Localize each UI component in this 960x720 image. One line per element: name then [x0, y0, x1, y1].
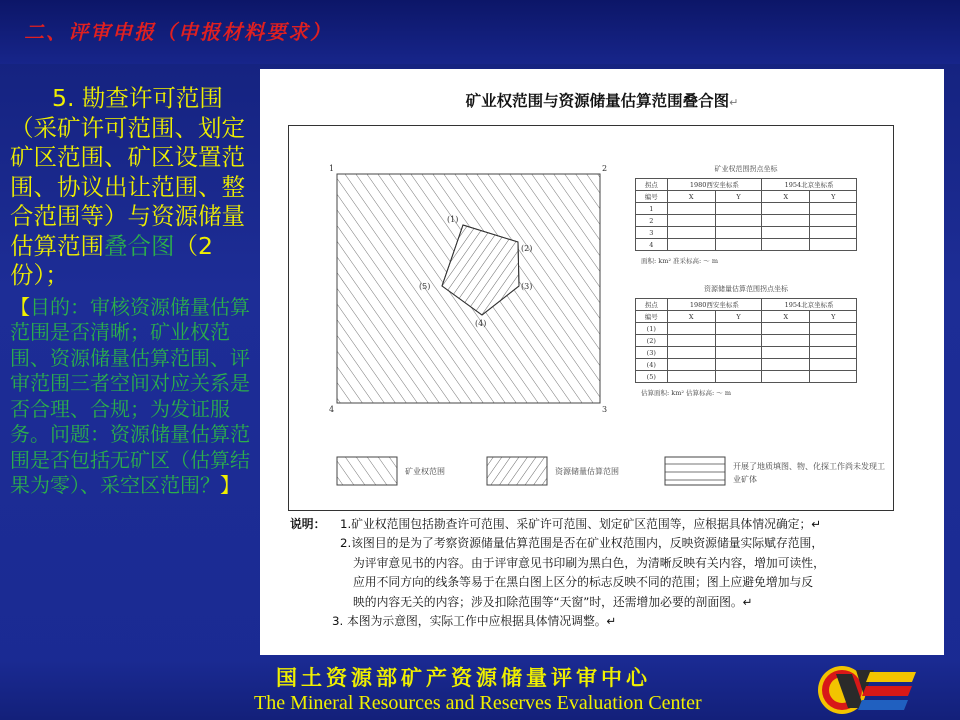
corner-label-4: 4 — [329, 405, 335, 414]
slide-title: 二、评审申报（申报材料要求） — [24, 20, 332, 44]
footer-english-name: The Mineral Resources and Reserves Evaluation Center — [254, 692, 702, 714]
t1-y1: Y — [715, 191, 762, 203]
note-line-1: 1.矿业权范围包括勘查许可范围、采矿许可范围、划定矿区范围等，应根据具体情况确定；↵ — [340, 517, 822, 531]
t2-y2: Y — [810, 311, 857, 323]
document-title — [260, 89, 944, 111]
t1-head-sys2: 1954北京坐标系 — [762, 179, 857, 191]
table-mining-right-coords — [635, 178, 857, 251]
legend-label-resource: 资源储量估算范围 — [555, 467, 619, 476]
table-row: (3) — [636, 347, 668, 359]
note-line-4: 应用不同方向的线条等易于在黑白图上区分的标志反映不同的范围；图上应避免增加与反 — [353, 575, 814, 590]
table-row: (5) — [636, 371, 668, 383]
table-row: 1 — [636, 203, 668, 215]
left-description — [10, 84, 250, 499]
table-row: (4) — [636, 359, 668, 371]
polygon-label-5: (5) — [419, 282, 431, 291]
corner-label-3: 3 — [602, 405, 608, 414]
legend-swatch-explored — [665, 457, 725, 485]
note-line-6: 3. 本图为示意图，实际工作中应根据具体情况调整。↵ — [332, 614, 617, 629]
t2-head-sys1: 1980西安坐标系 — [667, 299, 762, 311]
note-line-5: 映的内容无关的内容；涉及扣除范围等“天窗”时，还需增加必要的剖面图。↵ — [353, 594, 753, 609]
t2-head-no: 编号 — [636, 311, 668, 323]
purpose-close-bracket: 】 — [220, 473, 240, 497]
table2-title: 资源储量估算范围拐点坐标 — [704, 285, 788, 293]
legend-swatch-mining — [337, 457, 397, 485]
table2-footer: 估算面积: km² 估算标高: ～ m — [641, 389, 732, 397]
notes-block — [290, 515, 930, 631]
table-row: (1) — [636, 323, 668, 335]
t2-y1: Y — [715, 311, 762, 323]
t1-x1: X — [667, 191, 715, 203]
polygon-label-3: (3) — [521, 282, 533, 291]
item-number: 5. — [52, 84, 75, 112]
legend-swatch-resource — [487, 457, 547, 485]
t2-x1: X — [667, 311, 715, 323]
table1-title: 矿业权范围拐点坐标 — [714, 165, 778, 173]
notes-label: 说明： — [290, 517, 326, 531]
t2-head-point: 拐点 — [636, 299, 668, 311]
purpose-open-bracket: 【 — [10, 294, 30, 319]
t1-head-point: 拐点 — [636, 179, 668, 191]
return-mark: ↵ — [729, 96, 739, 109]
t2-x2: X — [762, 311, 810, 323]
footer-chinese-name: 国土资源部矿产资源储量评审中心 — [276, 666, 651, 690]
table-resource-estimation-coords — [635, 298, 857, 383]
polygon-label-2: (2) — [521, 244, 533, 253]
table-row: (2) — [636, 335, 668, 347]
purpose-text: 目的：审核资源储量估算范围是否清晰；矿业权范围、资源储量估算范围、评审范围三者空间对应关系是否合理、合规；为发证服务。问题：资源储量估算范围是否包括无矿区（估算结果为零）、采空区范围？ — [10, 294, 250, 497]
item-green-text: 叠合图 — [104, 231, 175, 260]
t1-y2: Y — [810, 191, 857, 203]
t1-head-no: 编号 — [636, 191, 668, 203]
item-tail-text: （2份）； — [10, 231, 213, 289]
legend-label-mining: 矿业权范围 — [405, 467, 445, 476]
corner-label-1: 1 — [329, 164, 335, 173]
center-logo-icon — [812, 660, 920, 718]
table-row: 4 — [636, 239, 668, 251]
header-bar — [0, 0, 960, 64]
table-row: 3 — [636, 227, 668, 239]
legend-label-explored: 开展了地质填图、物、化探工作尚未发现工业矿体 — [733, 462, 885, 484]
table-row: 2 — [636, 215, 668, 227]
t2-head-sys2: 1954北京坐标系 — [762, 299, 857, 311]
note-line-3: 为评审意见书的内容。由于评审意见书印刷为黑白色，为清晰反映有关内容，增加可读性， — [353, 555, 825, 570]
purpose-note — [10, 295, 250, 499]
note-line-2: 2.该图目的是为了考察资源储量估算范围是否在矿业权范围内，反映资源储量实际赋存范围， — [340, 536, 824, 551]
t1-head-sys1: 1980西安坐标系 — [667, 179, 762, 191]
map-frame — [288, 125, 894, 511]
t1-x2: X — [762, 191, 810, 203]
polygon-label-4: (4) — [475, 319, 487, 328]
table1-footer: 面积: km² 准采标高: ～ m — [641, 257, 719, 265]
polygon-label-1: (1) — [447, 215, 459, 224]
corner-label-2: 2 — [602, 164, 608, 173]
document-image — [260, 69, 944, 655]
document-title-text: 矿业权范围与资源储量估算范围叠合图 — [465, 92, 730, 110]
item-main-text: 勘查许可范围（采矿许可范围、划定矿区范围、矿区设置范围、协议出让范围、整合范围等）与资源储量估算范围 — [10, 84, 245, 260]
